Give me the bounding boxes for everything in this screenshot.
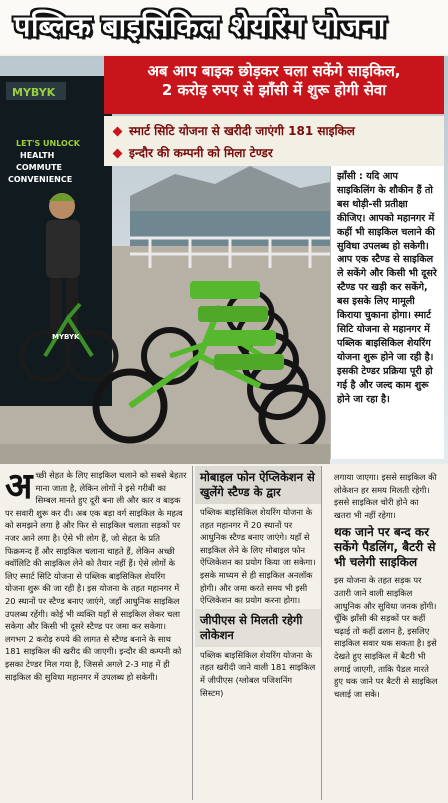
- poster-line4: CONVENIENCE: [8, 175, 73, 184]
- headline-title: पब्लिक बाइसिकिल शेयरिंग योजना: [14, 9, 386, 43]
- column-3-text-2: इस योजना के तहत सड़क पर उतारी जाने वाली साइकिल आधुनिक और सुविधा जनक होंगी। चूँकि झाँसी की सड़कों पर कहीं चढ़ाई तो कहीं ढलान है, इसलिए साइकिल सवार थक सकता है। इसे देखते हुए साइकिल में बैटरी भी लगाई जाएगी, ताकि पैडल मारते हुए थक जाने पर बैटरी से साइकिल चलाई जा सके।: [334, 575, 438, 699]
- drop-cap: अ: [5, 465, 33, 507]
- highlight-item: [114, 144, 273, 161]
- headline-banner: [0, 0, 448, 54]
- highlights-box: [104, 116, 444, 166]
- diamond-bullet-icon: [113, 127, 123, 137]
- poster-line3: COMMUTE: [16, 163, 63, 172]
- bike-brand-label: MYBYK: [52, 333, 80, 341]
- lead-line1: अब आप बाइक छोड़कर चला सकेंगे साइकिल,: [147, 62, 401, 80]
- highlight-item: [114, 122, 355, 139]
- diamond-bullet-icon: [113, 149, 123, 159]
- column-2-text-1: पब्लिक बाइसिकिल शेयरिंग योजना के तहत महानगर में 20 स्थानों पर आधुनिक स्टैण्ड बनाए जाएंगे। यहाँ से साइकिल लेने के लिए मोबाइल फोन ऐप्लिकेशन का प्रयोग किया जा सकेगा। इसके माध्यम से ही साइकिल अनलॉक होगी। और जमा करते समय भी इसी ऐप्लिकेशन का प्रयोग करना होगा।: [200, 507, 316, 606]
- highlight-text: स्मार्ट सिटि योजना से खरीदी जाएंगी 181 साइकिल: [129, 124, 355, 138]
- lead-headline-box: [104, 56, 444, 114]
- article-column-1: [0, 466, 193, 800]
- poster-logo: MYBYK: [12, 86, 56, 99]
- column-1-text: च्छी सेहत के लिए साइकिल चलाने को सबसे बेहतर माना जाता है, लेकिन लोगों ने इसे गरीबी का सिम्बल मानते हुए दूरी बना ली और कार व बाइक पर सवारी शुरू कर दी। अब एक बड़ा वर्ग साइकिल के महत्व को समझने लगा है और फिर से साइकिल चलाता सड़कों पर नजर आने लगा है। ऐसे भी लोग हैं, जो सेहत के प्रति फिक्रमन्द हैं और साइकिल चलाना चाहते हैं, लेकिन अच्छी क्वॉलिटि की साइकिल लेने को तैयार नहीं हैं। ऐसे लोगों के लिए स्मार्ट सिटि योजना से पब्लिक बाइसिकिल शेयरिंग योजना शुरू की जा रही है। इस योजना के तहत महानगर में 20 स्थानों पर स्टैण्ड बनाए जाएंगे, जहाँ आधुनिक साइकिल उपलब्ध रहेंगी। कोई भी व्यक्ति यहाँ से साइकिल लेकर चला सकेगा और किसी भी दूसरे स्टैण्ड पर जमा कर सकेगा। लगभग 2 करोड़ रुपये की लागत से स्टैण्ड बनाने के साथ 181 साइकिल की खरीद की जाएगी। इन्दौर की कम्पनी को इसका टेण्डर मिल गया है, जिससे अगले 2-3 माह में ही साइकिल की सुविधा महानगर में उपलब्ध हो सकेगी।: [5, 470, 187, 682]
- subheading-gps: जीपीएस से मिलती रहेगी लोकेशन: [195, 609, 321, 647]
- subheading-battery: थक जाने पर बन्द कर सकेंगे पैडलिंग, बैटरी से भी चलेगी साइकिल: [334, 525, 436, 570]
- lead-line2: 2 करोड़ रुपए से झाँसी में शुरू होगी सेवा: [161, 81, 387, 99]
- article-column-3: [324, 466, 448, 800]
- highlight-text: इन्दौर की कम्पनी को मिला टेण्डर: [129, 146, 273, 160]
- subheading-mobile-app: मोबाइल फोन ऐप्लिकेशन से खुलेंगे स्टैण्ड के द्वार: [195, 466, 321, 504]
- column-3-text-1: लगाया जाएगा। इससे साइकिल की लोकेशन हर समय मिलती रहेगी। इससे साइकिल चोरी होने का खतरा भी नहीं रहेगा।: [334, 472, 437, 520]
- column-2-text-2: पब्लिक बाइसिकिल शेयरिंग योजना के तहत खरीदी जाने वाली 181 साइकिल में जीपीएस (ग्लोबल पजिशनिंग सिस्टम): [200, 649, 316, 698]
- article-column-2: [195, 466, 322, 800]
- poster-line1: LET'S UNLOCK: [16, 139, 80, 148]
- sidebar-intro: झाँसी : यदि आप साइकिलिंग के शौकीन हैं तो बस थोड़ी-सी प्रतीक्षा कीजिए। आपको महानगर में कहीं भी साइकिल चलाने की सुविधा उपलब्ध हो सकेगी। आप एक स्टैण्ड से साइकिल ले सकेंगे और किसी भी दूसरे स्टैण्ड पर खड़ी कर सकेंगे, बस इसके लिए मामूली किराया चुकाना होगा। स्मार्ट सिटि योजना से महानगर में पब्लिक बाइसिकिल शेयरिंग योजना शुरू होने जा रही है। इसकी टेण्डर प्रक्रिया पूरी हो गई है और जल्द काम शुरू होने जा रहा है।: [330, 166, 444, 459]
- poster-line2: HEALTH: [20, 151, 55, 160]
